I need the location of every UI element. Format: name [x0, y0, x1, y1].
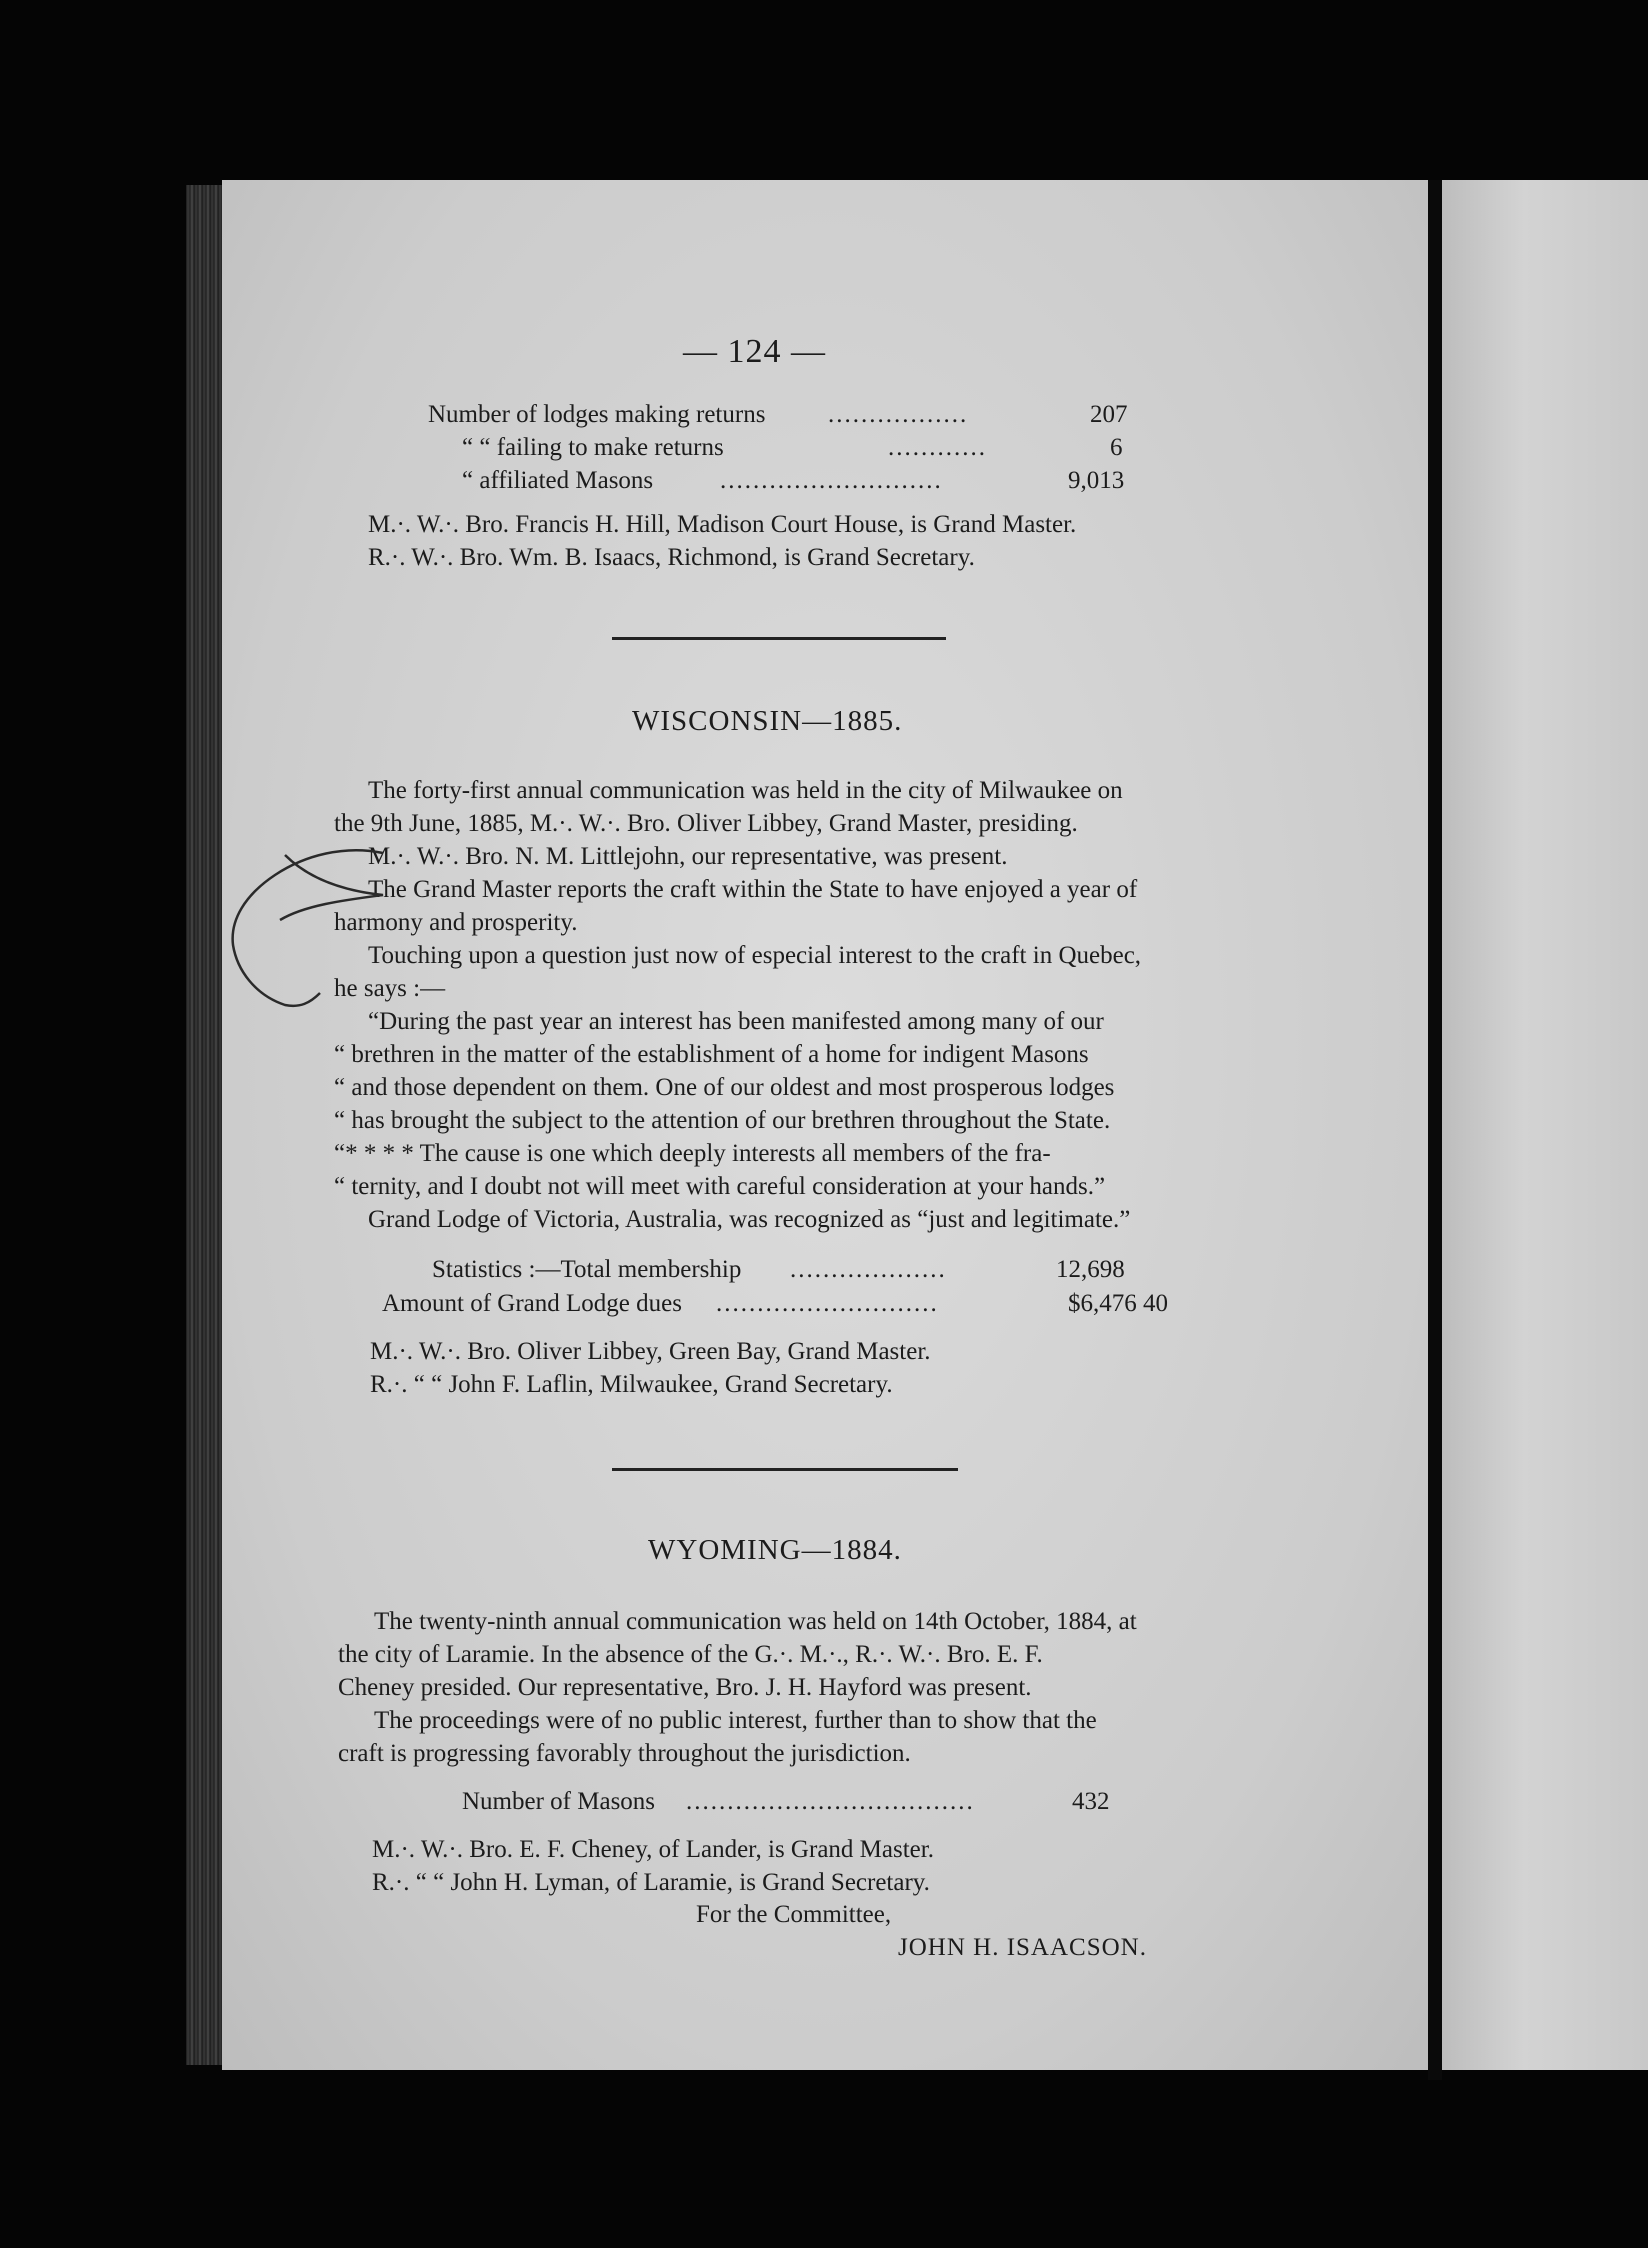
quote-line: “ ternity, and I doubt not will meet with careful consideration at your hands.”	[334, 1173, 1106, 1200]
quote-line: “* * * * The cause is one which deeply interests all members of the fra-	[334, 1140, 1051, 1167]
stat-value: 6	[1110, 434, 1123, 461]
facing-page-edge	[1442, 180, 1648, 2070]
body-line: The twenty-ninth annual communication was held on 14th October, 1884, at	[374, 1608, 1137, 1635]
dot-leader: .................	[828, 401, 969, 428]
body-line: the city of Laramie. In the absence of the G.·. M.·., R.·. W.·. Bro. E. F.	[338, 1641, 1043, 1668]
section-heading: WYOMING—1884.	[648, 1534, 902, 1566]
body-line: M.·. W.·. Bro. N. M. Littlejohn, our representative, was present.	[368, 843, 1008, 870]
body-line: Touching upon a question just now of especial interest to the craft in Quebec,	[368, 942, 1142, 969]
stat-label: Number of Masons	[462, 1788, 656, 1815]
stat-label: Number of lodges making returns	[428, 401, 766, 428]
page-number: — 124 —	[683, 333, 826, 370]
quote-line: “ brethren in the matter of the establishment of a home for indigent Masons	[334, 1041, 1089, 1068]
stat-label: “ affiliated Masons	[462, 467, 654, 494]
officer-line: R.·. W.·. Bro. Wm. B. Isaacs, Richmond, is Grand Secretary.	[368, 544, 975, 571]
stat-label: Statistics :—Total membership	[432, 1256, 742, 1283]
section-heading: WISCONSIN—1885.	[632, 705, 903, 737]
stat-value: $6,476 40	[1068, 1290, 1168, 1317]
stat-value: 207	[1090, 401, 1128, 428]
officer-line: R.·. “ “ John H. Lyman, of Laramie, is Grand Secretary.	[372, 1869, 930, 1896]
section-divider	[612, 637, 946, 640]
dot-leader: ...................................	[686, 1788, 975, 1815]
stat-label: Amount of Grand Lodge dues	[382, 1290, 682, 1317]
dot-leader: ...................	[790, 1256, 947, 1283]
body-line: the 9th June, 1885, M.·. W.·. Bro. Oliver Libbey, Grand Master, presiding.	[334, 810, 1078, 837]
body-line: craft is progressing favorably throughout the jurisdiction.	[338, 1740, 911, 1767]
officer-line: R.·. “ “ John F. Laflin, Milwaukee, Grand Secretary.	[370, 1371, 893, 1398]
officer-line: M.·. W.·. Bro. Francis H. Hill, Madison Court House, is Grand Master.	[368, 511, 1077, 538]
body-line: The proceedings were of no public interest, further than to show that the	[374, 1707, 1097, 1734]
dot-leader: ...........................	[716, 1290, 939, 1317]
stat-value: 432	[1072, 1788, 1110, 1815]
pen-mark-annotation	[225, 845, 385, 1010]
closing-line: For the Committee,	[696, 1901, 892, 1928]
body-line: The forty-first annual communication was held in the city of Milwaukee on	[368, 777, 1123, 804]
stat-value: 9,013	[1068, 467, 1125, 494]
body-line: harmony and prosperity.	[334, 909, 578, 936]
officer-line: M.·. W.·. Bro. Oliver Libbey, Green Bay, Grand Master.	[370, 1338, 931, 1365]
page-edge-stack	[186, 185, 222, 2065]
stat-value: 12,698	[1056, 1256, 1125, 1283]
section-divider	[612, 1468, 958, 1471]
stat-label: “ “ failing to make returns	[462, 434, 724, 461]
body-line: Grand Lodge of Victoria, Australia, was recognized as “just and legitimate.”	[368, 1206, 1131, 1233]
body-line: The Grand Master reports the craft within the State to have enjoyed a year of	[368, 876, 1138, 903]
signature: JOHN H. ISAACSON.	[898, 1934, 1147, 1961]
quote-line: “ and those dependent on them. One of our oldest and most prosperous lodges	[334, 1074, 1115, 1101]
officer-line: M.·. W.·. Bro. E. F. Cheney, of Lander, is Grand Master.	[372, 1836, 934, 1863]
book-gutter	[1428, 180, 1442, 2080]
body-line: he says :—	[334, 975, 446, 1002]
dot-leader: ...........................	[720, 467, 943, 494]
dot-leader: ............	[888, 434, 987, 461]
quote-line: “ has brought the subject to the attention of our brethren throughout the State.	[334, 1107, 1111, 1134]
quote-line: “During the past year an interest has been manifested among many of our	[368, 1008, 1104, 1035]
body-line: Cheney presided. Our representative, Bro. J. H. Hayford was present.	[338, 1674, 1032, 1701]
